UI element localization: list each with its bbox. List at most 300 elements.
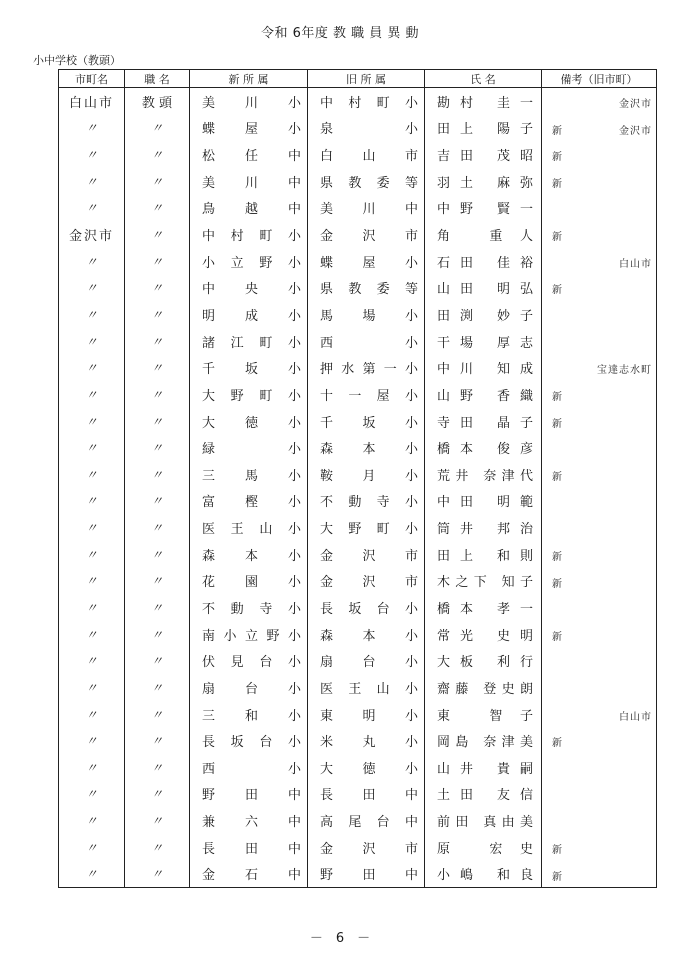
- new-school-text: 蝶屋小: [202, 122, 301, 138]
- cell-position: [125, 807, 190, 834]
- cell-new-school: [190, 727, 308, 754]
- cell-name: [425, 568, 542, 595]
- person-name-text: 岡島 奈津美: [437, 735, 533, 751]
- cell-old-school: [308, 701, 425, 728]
- position-text: 〃: [150, 228, 163, 243]
- person-name-text: 常光 史明: [437, 628, 533, 644]
- table-row: [59, 568, 657, 595]
- cell-note: [542, 861, 657, 888]
- position-text: 〃: [150, 467, 163, 482]
- old-school-text: 泉小: [320, 122, 418, 138]
- cell-name: [425, 354, 542, 381]
- city-text: 〃: [85, 680, 98, 695]
- city-text: 〃: [85, 254, 98, 269]
- header-new-school: 新 所 属: [190, 70, 308, 88]
- person-name-text: 筒井 邦治: [437, 522, 533, 538]
- cell-city: [59, 674, 125, 701]
- cell-name: [425, 514, 542, 541]
- cell-position: [125, 621, 190, 648]
- city-text: 〃: [85, 521, 98, 536]
- old-school-text: 森本小: [320, 628, 418, 644]
- cell-new-school: [190, 647, 308, 674]
- previous-municipality: 白山市: [619, 711, 652, 723]
- new-flag: 新: [552, 285, 562, 297]
- cell-city: [59, 807, 125, 834]
- cell-name: [425, 274, 542, 301]
- cell-note: [542, 301, 657, 328]
- cell-new-school: [190, 594, 308, 621]
- new-school-text: 伏見台小: [202, 655, 301, 671]
- position-text: 教 頭: [141, 95, 173, 111]
- previous-municipality: 白山市: [619, 258, 652, 270]
- new-school-text: 森本小: [202, 548, 301, 564]
- cell-city: [59, 274, 125, 301]
- cell-position: [125, 568, 190, 595]
- cell-new-school: [190, 568, 308, 595]
- cell-position: [125, 834, 190, 861]
- person-name-text: 原 宏史: [437, 841, 533, 857]
- table-row: [59, 861, 657, 888]
- new-flag: 新: [552, 178, 562, 190]
- cell-old-school: [308, 115, 425, 142]
- city-text: 〃: [85, 174, 98, 189]
- cell-new-school: [190, 274, 308, 301]
- old-school-text: 県教委等: [320, 175, 418, 191]
- person-name-text: 齋藤 登史朗: [437, 681, 533, 697]
- cell-position: [125, 434, 190, 461]
- cell-position: [125, 248, 190, 275]
- old-school-text: 米丸小: [320, 735, 418, 751]
- cell-position: [125, 168, 190, 195]
- cell-position: [125, 461, 190, 488]
- previous-municipality: 金沢市: [619, 125, 652, 137]
- table-row: [59, 168, 657, 195]
- new-school-text: 中央小: [202, 282, 301, 298]
- table-row: [59, 621, 657, 648]
- cell-old-school: [308, 461, 425, 488]
- position-text: 〃: [150, 654, 163, 669]
- new-school-text: 医王山小: [202, 522, 301, 538]
- new-school-text: 富樫小: [202, 495, 301, 511]
- new-school-text: 不動寺小: [202, 601, 301, 617]
- cell-city: [59, 594, 125, 621]
- table-row: [59, 701, 657, 728]
- cell-name: [425, 647, 542, 674]
- page-number: － 6 －: [309, 931, 371, 946]
- cell-new-school: [190, 221, 308, 248]
- section-label: 小中学校（教頭）: [33, 54, 121, 67]
- new-school-text: 長田中: [202, 841, 301, 857]
- cell-name: [425, 834, 542, 861]
- new-school-text: 鳥越中: [202, 202, 301, 218]
- cell-new-school: [190, 781, 308, 808]
- cell-name: [425, 541, 542, 568]
- cell-old-school: [308, 354, 425, 381]
- personnel-transfer-table: [58, 69, 657, 888]
- cell-position: [125, 541, 190, 568]
- old-school-text: 中村町小: [320, 95, 418, 111]
- old-school-text: 金沢市: [320, 229, 418, 245]
- person-name-text: 石田 佳裕: [437, 255, 533, 271]
- city-text: 〃: [85, 307, 98, 322]
- new-school-text: 美川中: [202, 175, 301, 191]
- position-text: 〃: [150, 600, 163, 615]
- person-name-text: 田上 和則: [437, 548, 533, 564]
- position-text: 〃: [150, 521, 163, 536]
- cell-old-school: [308, 381, 425, 408]
- new-school-text: 大徳小: [202, 415, 301, 431]
- cell-position: [125, 727, 190, 754]
- table-row: [59, 514, 657, 541]
- table-row: [59, 807, 657, 834]
- new-flag: 新: [552, 871, 562, 883]
- table-row: [59, 88, 657, 115]
- new-flag: 新: [552, 631, 562, 643]
- cell-position: [125, 647, 190, 674]
- person-name-text: 中野 賢一: [437, 202, 533, 218]
- cell-new-school: [190, 195, 308, 222]
- cell-position: [125, 408, 190, 435]
- city-text: 〃: [85, 201, 98, 216]
- cell-note: [542, 647, 657, 674]
- cell-new-school: [190, 248, 308, 275]
- new-school-text: 松任中: [202, 149, 301, 165]
- new-school-text: 長坂台小: [202, 735, 301, 751]
- old-school-text: 金沢市: [320, 841, 418, 857]
- old-school-text: 鞍月小: [320, 468, 418, 484]
- person-name-text: 寺田 晶子: [437, 415, 533, 431]
- table-row: [59, 141, 657, 168]
- cell-position: [125, 781, 190, 808]
- new-school-text: 西小: [202, 761, 301, 777]
- person-name-text: 吉田 茂昭: [437, 149, 533, 165]
- new-flag: 新: [552, 418, 562, 430]
- person-name-text: 田渕 妙子: [437, 308, 533, 324]
- city-text: 金沢市: [68, 229, 114, 245]
- cell-new-school: [190, 834, 308, 861]
- cell-old-school: [308, 195, 425, 222]
- person-name-text: 勘村 圭一: [437, 95, 533, 111]
- table-row: [59, 674, 657, 701]
- cell-note: [542, 115, 657, 142]
- table-row: [59, 594, 657, 621]
- cell-new-school: [190, 807, 308, 834]
- position-text: 〃: [150, 627, 163, 642]
- cell-new-school: [190, 328, 308, 355]
- city-text: 〃: [85, 281, 98, 296]
- table-row: [59, 328, 657, 355]
- cell-city: [59, 754, 125, 781]
- city-text: 〃: [85, 707, 98, 722]
- cell-position: [125, 701, 190, 728]
- cell-city: [59, 221, 125, 248]
- header-position: 職 名: [125, 70, 190, 88]
- cell-name: [425, 141, 542, 168]
- cell-old-school: [308, 408, 425, 435]
- cell-new-school: [190, 541, 308, 568]
- person-name-text: 角 重人: [437, 229, 533, 245]
- table-row: [59, 354, 657, 381]
- cell-old-school: [308, 514, 425, 541]
- cell-name: [425, 727, 542, 754]
- new-flag: 新: [552, 152, 562, 164]
- position-text: 〃: [150, 680, 163, 695]
- table-row: [59, 754, 657, 781]
- cell-position: [125, 488, 190, 515]
- position-text: 〃: [150, 121, 163, 136]
- cell-new-school: [190, 354, 308, 381]
- cell-note: [542, 568, 657, 595]
- cell-name: [425, 328, 542, 355]
- cell-note: [542, 674, 657, 701]
- table-row: [59, 248, 657, 275]
- new-flag: 新: [552, 738, 562, 750]
- person-name-text: 中川 知成: [437, 362, 533, 378]
- cell-note: [542, 621, 657, 648]
- cell-city: [59, 168, 125, 195]
- person-name-text: 橋本 俊彦: [437, 442, 533, 458]
- old-school-text: 西小: [320, 335, 418, 351]
- cell-note: [542, 781, 657, 808]
- old-school-text: 美川中: [320, 202, 418, 218]
- person-name-text: 橋本 孝一: [437, 601, 533, 617]
- cell-old-school: [308, 248, 425, 275]
- position-text: 〃: [150, 734, 163, 749]
- position-text: 〃: [150, 787, 163, 802]
- position-text: 〃: [150, 281, 163, 296]
- cell-new-school: [190, 434, 308, 461]
- cell-name: [425, 248, 542, 275]
- old-school-text: 扇台小: [320, 655, 418, 671]
- table-row: [59, 195, 657, 222]
- old-school-text: 東明小: [320, 708, 418, 724]
- person-name-text: 木之下 知子: [437, 575, 533, 591]
- cell-city: [59, 781, 125, 808]
- cell-new-school: [190, 488, 308, 515]
- position-text: 〃: [150, 414, 163, 429]
- city-text: 〃: [85, 787, 98, 802]
- person-name-text: 東 智子: [437, 708, 533, 724]
- cell-name: [425, 594, 542, 621]
- position-text: 〃: [150, 494, 163, 509]
- city-text: 白山市: [68, 95, 114, 111]
- city-text: 〃: [85, 654, 98, 669]
- city-text: 〃: [85, 734, 98, 749]
- cell-old-school: [308, 754, 425, 781]
- new-school-text: 扇台小: [202, 681, 301, 697]
- cell-city: [59, 195, 125, 222]
- cell-position: [125, 221, 190, 248]
- cell-city: [59, 861, 125, 888]
- cell-note: [542, 807, 657, 834]
- cell-city: [59, 514, 125, 541]
- cell-old-school: [308, 594, 425, 621]
- cell-name: [425, 88, 542, 115]
- cell-name: [425, 674, 542, 701]
- person-name-text: 大板 利行: [437, 655, 533, 671]
- person-name-text: 山田 明弘: [437, 282, 533, 298]
- city-text: 〃: [85, 334, 98, 349]
- table-row: [59, 461, 657, 488]
- cell-note: [542, 274, 657, 301]
- position-text: 〃: [150, 547, 163, 562]
- person-name-text: 田上 陽子: [437, 122, 533, 138]
- cell-note: [542, 488, 657, 515]
- cell-name: [425, 168, 542, 195]
- cell-note: [542, 541, 657, 568]
- old-school-text: 押水第一小: [320, 362, 418, 378]
- cell-new-school: [190, 88, 308, 115]
- person-name-text: 中田 明範: [437, 495, 533, 511]
- city-text: 〃: [85, 814, 98, 829]
- city-text: 〃: [85, 494, 98, 509]
- cell-new-school: [190, 381, 308, 408]
- cell-position: [125, 141, 190, 168]
- cell-city: [59, 727, 125, 754]
- cell-position: [125, 514, 190, 541]
- header-city: 市町名: [59, 70, 125, 88]
- old-school-text: 十一屋小: [320, 388, 418, 404]
- position-text: 〃: [150, 574, 163, 589]
- table-row: [59, 541, 657, 568]
- city-text: 〃: [85, 121, 98, 136]
- city-text: 〃: [85, 361, 98, 376]
- cell-city: [59, 408, 125, 435]
- cell-new-school: [190, 115, 308, 142]
- cell-name: [425, 434, 542, 461]
- position-text: 〃: [150, 174, 163, 189]
- old-school-text: 白山市: [320, 149, 418, 165]
- person-name-text: 土田 友信: [437, 788, 533, 804]
- cell-note: [542, 434, 657, 461]
- table-row: [59, 301, 657, 328]
- cell-city: [59, 461, 125, 488]
- city-text: 〃: [85, 387, 98, 402]
- table-row: [59, 434, 657, 461]
- cell-note: [542, 354, 657, 381]
- cell-city: [59, 541, 125, 568]
- position-text: 〃: [150, 707, 163, 722]
- cell-new-school: [190, 461, 308, 488]
- cell-position: [125, 861, 190, 888]
- city-text: 〃: [85, 441, 98, 456]
- cell-note: [542, 727, 657, 754]
- cell-city: [59, 834, 125, 861]
- cell-city: [59, 621, 125, 648]
- old-school-text: 大野町小: [320, 522, 418, 538]
- city-text: 〃: [85, 600, 98, 615]
- cell-old-school: [308, 568, 425, 595]
- cell-new-school: [190, 168, 308, 195]
- person-name-text: 羽土 麻弥: [437, 175, 533, 191]
- cell-new-school: [190, 141, 308, 168]
- cell-position: [125, 328, 190, 355]
- position-text: 〃: [150, 387, 163, 402]
- cell-new-school: [190, 408, 308, 435]
- cell-city: [59, 88, 125, 115]
- new-school-text: 南小立野小: [202, 628, 301, 644]
- previous-municipality: 金沢市: [619, 99, 652, 110]
- new-school-text: 小立野小: [202, 255, 301, 271]
- cell-name: [425, 754, 542, 781]
- cell-city: [59, 488, 125, 515]
- cell-name: [425, 408, 542, 435]
- new-flag: 新: [552, 471, 562, 483]
- table-row: [59, 274, 657, 301]
- cell-position: [125, 754, 190, 781]
- table-header-row: [59, 70, 657, 88]
- cell-old-school: [308, 781, 425, 808]
- old-school-text: 高尾台中: [320, 815, 418, 831]
- table-row: [59, 727, 657, 754]
- table-row: [59, 221, 657, 248]
- old-school-text: 千坂小: [320, 415, 418, 431]
- position-text: 〃: [150, 307, 163, 322]
- table-body: [59, 88, 657, 888]
- cell-city: [59, 701, 125, 728]
- new-school-text: 花園小: [202, 575, 301, 591]
- cell-old-school: [308, 328, 425, 355]
- cell-old-school: [308, 168, 425, 195]
- cell-note: [542, 248, 657, 275]
- cell-city: [59, 647, 125, 674]
- position-text: 〃: [150, 361, 163, 376]
- cell-position: [125, 594, 190, 621]
- cell-note: [542, 834, 657, 861]
- cell-position: [125, 274, 190, 301]
- cell-new-school: [190, 301, 308, 328]
- position-text: 〃: [150, 840, 163, 855]
- cell-city: [59, 328, 125, 355]
- cell-city: [59, 434, 125, 461]
- cell-position: [125, 381, 190, 408]
- cell-name: [425, 781, 542, 808]
- table-row: [59, 781, 657, 808]
- cell-old-school: [308, 221, 425, 248]
- cell-note: [542, 168, 657, 195]
- person-name-text: 山井 貴嗣: [437, 761, 533, 777]
- new-school-text: 兼六中: [202, 815, 301, 831]
- old-school-text: 野田中: [320, 868, 418, 884]
- person-name-text: 荒井 奈津代: [437, 468, 533, 484]
- cell-note: [542, 514, 657, 541]
- city-text: 〃: [85, 547, 98, 562]
- table-row: [59, 381, 657, 408]
- table-row: [59, 834, 657, 861]
- new-flag: 新: [552, 551, 562, 563]
- city-text: 〃: [85, 467, 98, 482]
- new-school-text: 美川小: [202, 95, 301, 111]
- city-text: 〃: [85, 840, 98, 855]
- new-school-text: 金石中: [202, 868, 301, 884]
- table-row: [59, 647, 657, 674]
- position-text: 〃: [150, 867, 163, 882]
- cell-position: [125, 88, 190, 115]
- cell-name: [425, 221, 542, 248]
- person-name-text: 前田 真由美: [437, 815, 533, 831]
- old-school-text: 蝶屋小: [320, 255, 418, 271]
- cell-old-school: [308, 141, 425, 168]
- new-school-text: 諸江町小: [202, 335, 301, 351]
- new-school-text: 三和小: [202, 708, 301, 724]
- old-school-text: 森本小: [320, 442, 418, 458]
- position-text: 〃: [150, 201, 163, 216]
- cell-name: [425, 621, 542, 648]
- cell-name: [425, 461, 542, 488]
- cell-note: [542, 594, 657, 621]
- cell-new-school: [190, 754, 308, 781]
- new-flag: 新: [552, 392, 562, 404]
